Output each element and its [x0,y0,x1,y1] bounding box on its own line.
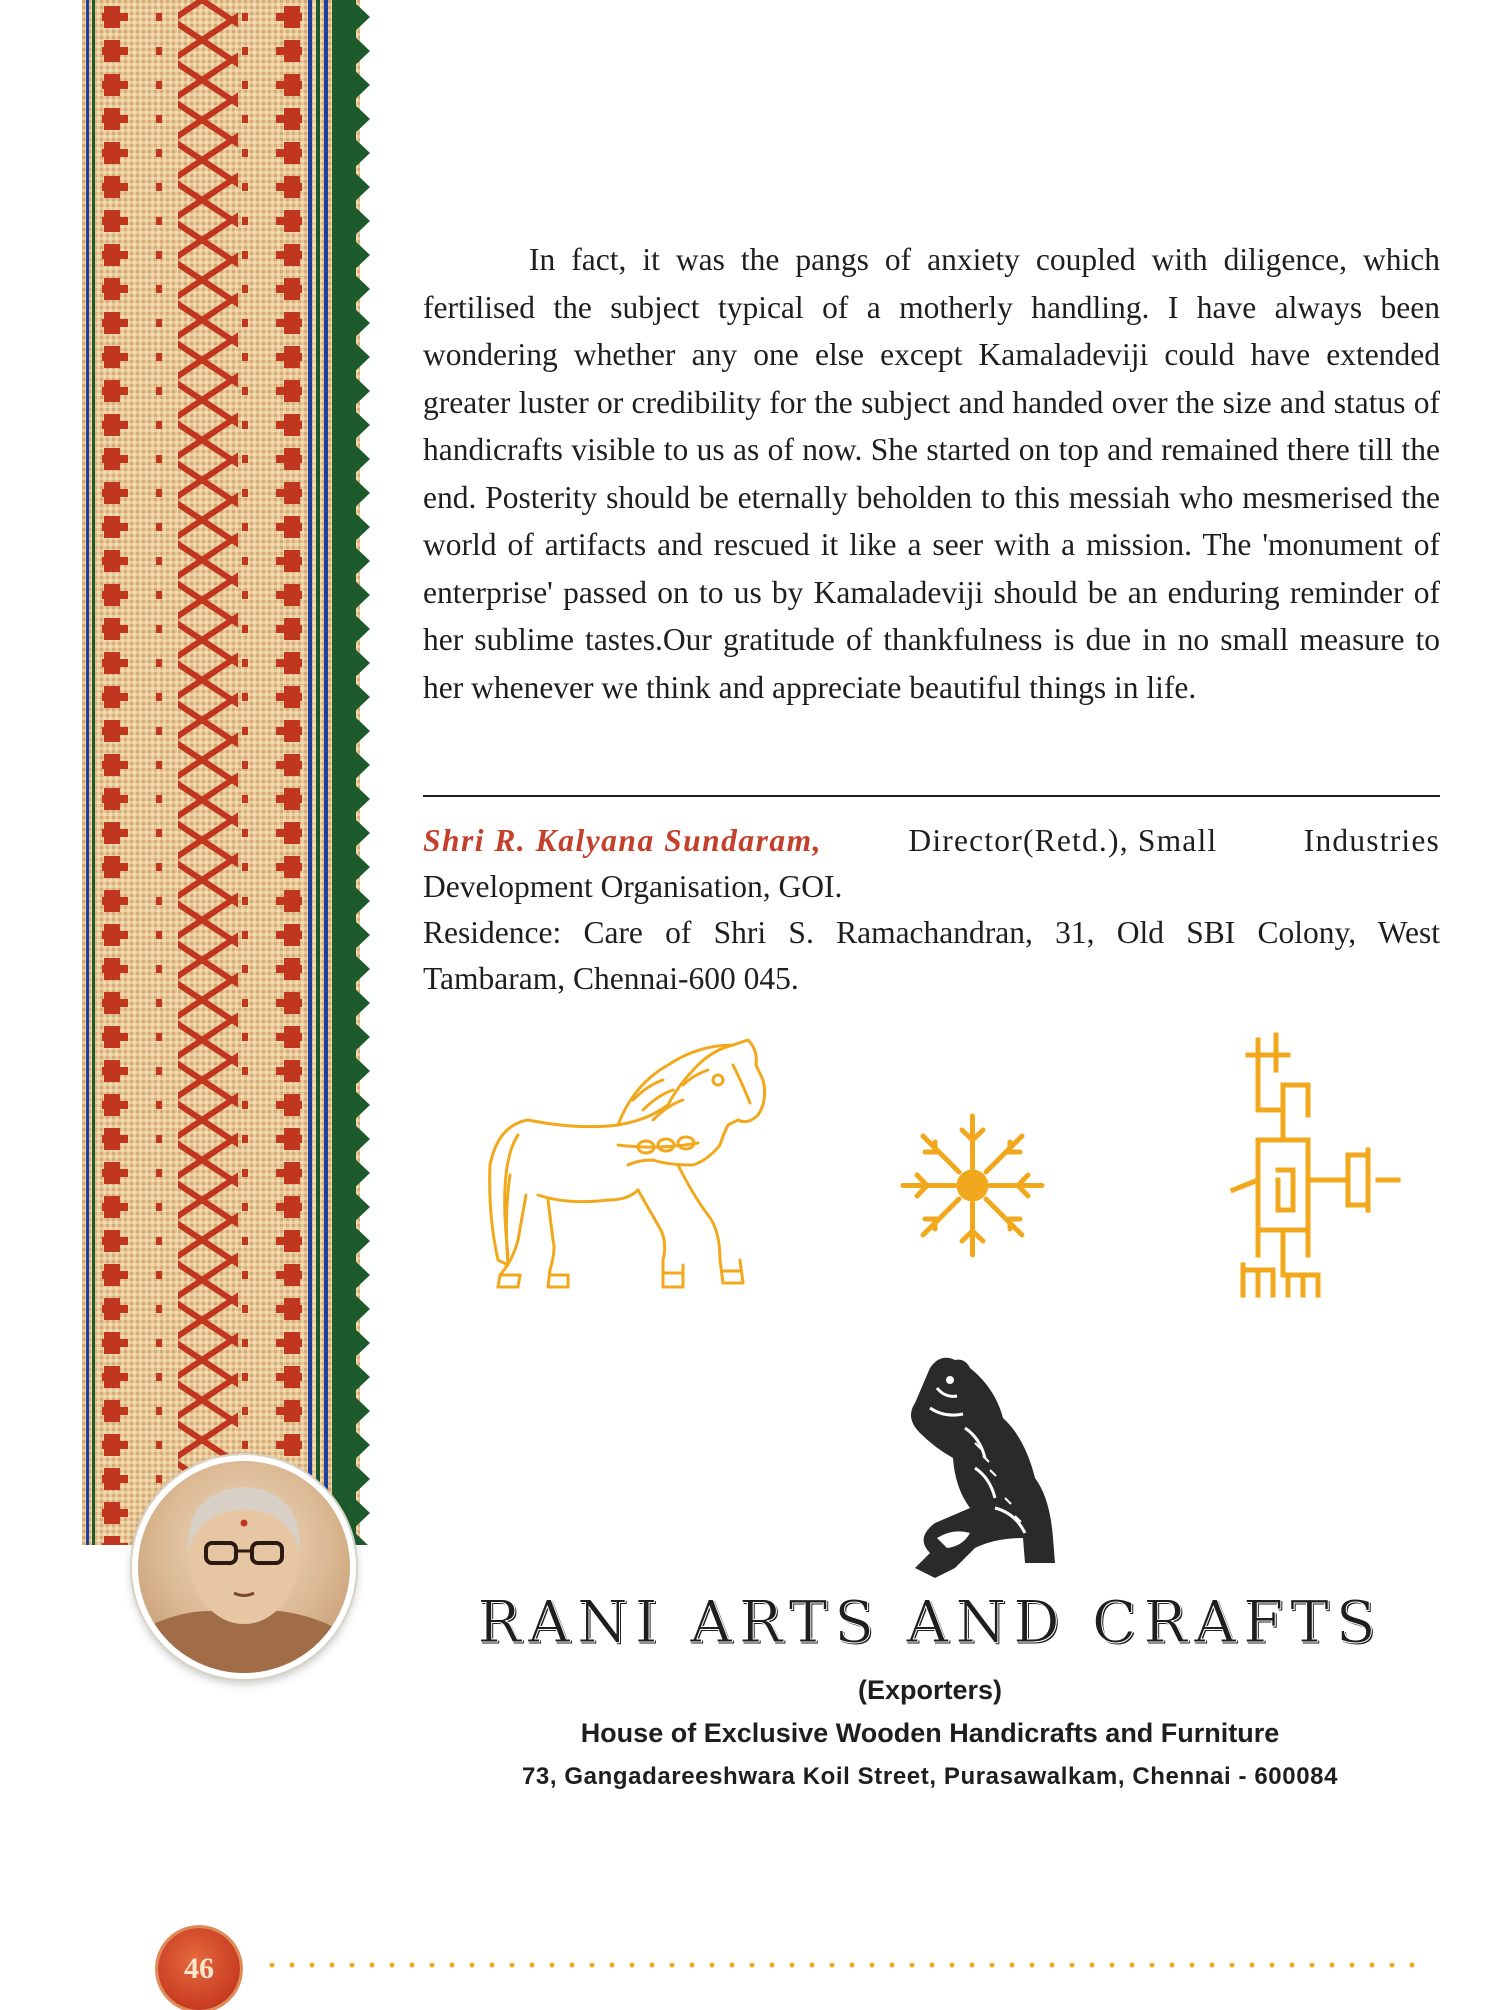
textile-border-decoration [82,0,382,1545]
snowflake-sun-icon [895,1108,1050,1263]
horse-motif-icon [458,1025,798,1325]
company-name: RANI ARTS AND CRAFTS [477,1588,1383,1656]
contributor-title-start: Director(Retd.), Small [908,823,1218,858]
footer-dotted-line [262,1962,1422,1968]
company-address: 73, Gangadareeshwara Koil Street, Purasawalkam, Chennai - 600084 [521,1763,1339,1790]
page-number: 46 [184,1952,214,1985]
abstract-glyph-icon [1228,1030,1408,1305]
contributor-name: Shri R. Kalyana Sundaram, [423,823,823,858]
portrait-medallion [132,1455,356,1679]
contributor-title-end: Industries [1303,823,1440,858]
article-paragraph: In fact, it was the pangs of anxiety coupled with diligence, which fertilised the subject typical of a motherly handling. I have always been wondering whether any one else except Kamaladeviji could have extended greater luster or credibility for the subject and handed over the size and status of handicrafts visible to us as of now. She started on top and remained there till the end. Posterity should be eternally beholden to this messiah who mesmerised the world of artifacts and rescued it like a seer with a mission. The 'monument of enterprise' passed on to us by Kamaladeviji should be an enduring reminder of her sublime tastes.Our gratitude of thankfulness is due in no small measure to her whenever we think and appreciate beautiful things in life. [423,242,1440,705]
company-tagline: House of Exclusive Wooden Handicrafts and Furniture [580,1718,1280,1748]
carved-horse-logo-icon [875,1348,1075,1580]
contributor-block [423,818,1440,1002]
contributor-title-line [423,818,1440,864]
company-subtitle: (Exporters) [857,1675,1003,1705]
page-number-badge [158,1928,240,2010]
section-divider [423,795,1440,797]
contributor-residence: Residence: Care of Shri S. Ramachandran, 31, Old SBI Colony, West Tambaram, Chennai-600 045. [423,915,1440,996]
contributor-organisation: Development Organisation, GOI. [423,869,843,904]
